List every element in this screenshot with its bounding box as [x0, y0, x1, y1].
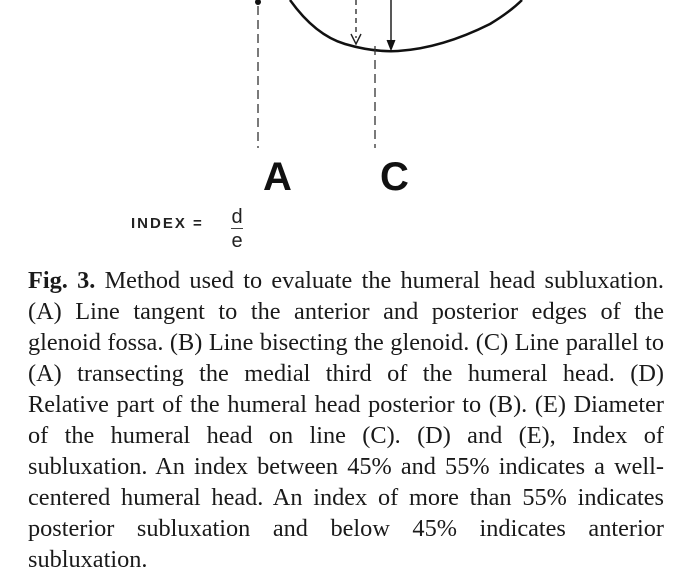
line-label-c: C [380, 155, 409, 199]
humeral-head-drawing [0, 0, 696, 262]
line-label-a: A [263, 155, 292, 199]
line-a-endpoint [255, 0, 261, 5]
measure-e-arrowhead [387, 40, 395, 50]
figure-caption [28, 265, 664, 575]
figure-diagram [0, 0, 696, 262]
fraction-numerator: d [231, 206, 243, 228]
index-fraction [227, 207, 247, 251]
fraction-denominator: e [231, 230, 243, 252]
index-label: INDEX = [131, 215, 204, 232]
caption-label: Fig. 3. [28, 267, 96, 294]
measure-d-arrowhead [351, 34, 361, 44]
humeral-head-outline [290, 0, 522, 51]
fraction-bar [231, 228, 243, 229]
caption-text: Method used to evaluate the humeral head subluxation. (A) Line tangent to the anterior and posterior edges of the glenoid fossa. (B) Line bisecting the glenoid. (C) Line parallel to (A) transecting the medial third of the humeral head. (D) Relative part of the humeral head posterior to (B). (E) Diameter of the humeral head on line (C). (D) and (E), Index of subluxation. An index between 45% and 55% indicates a well-centered humeral head. An index of more than 55% indicates posterior subluxation and below 45% indicates anterior subluxation. [28, 267, 664, 573]
